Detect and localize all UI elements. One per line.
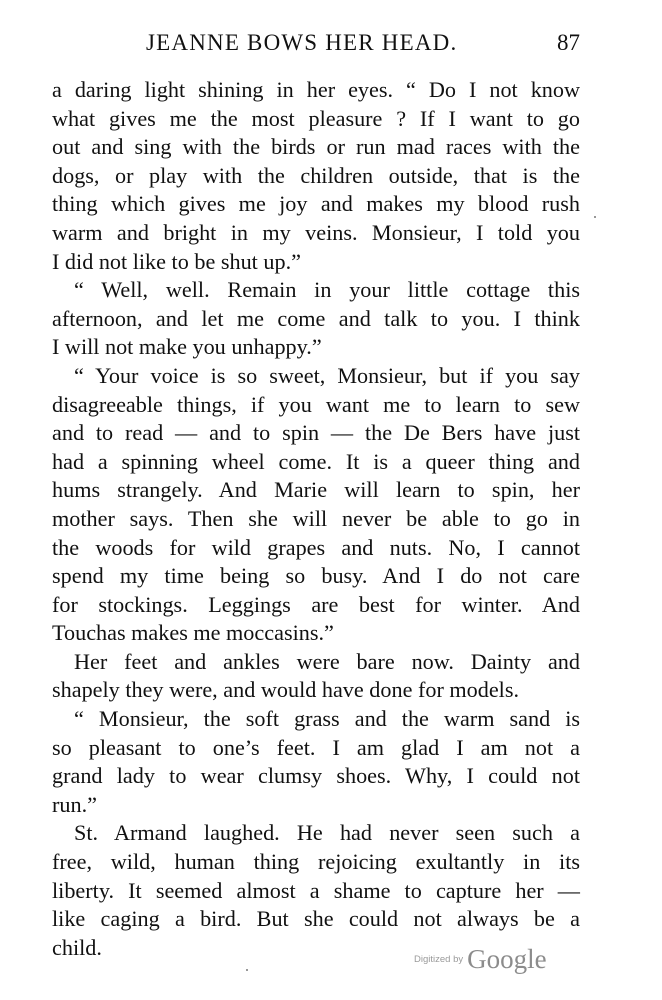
text-line: “ Monsieur, the soft grass and the warm sand is bbox=[74, 706, 580, 732]
text-line: child. bbox=[52, 934, 102, 960]
text-line: afternoon, and let me come and talk to you. I think bbox=[52, 305, 580, 331]
text-line: Touchas makes me moccasins.” bbox=[52, 620, 334, 646]
text-line: so pleasant to one’s feet. I am glad I am not a bbox=[52, 734, 580, 760]
text-line: St. Armand laughed. He had never seen such a bbox=[74, 820, 580, 846]
text-line: shapely they were, and would have done for models. bbox=[52, 677, 520, 703]
text-line: “ Well, well. Remain in your little cottage this bbox=[74, 277, 580, 303]
text-line: what gives me the most pleasure ? If I want to go bbox=[52, 105, 580, 131]
body-text bbox=[52, 76, 580, 962]
text-line: run.” bbox=[52, 791, 97, 817]
text-line: out and sing with the birds or run mad races with the bbox=[52, 134, 580, 160]
text-line: thing which gives me joy and makes my blood rush bbox=[52, 191, 580, 217]
page-number: 87 bbox=[557, 30, 580, 55]
scan-speck bbox=[246, 969, 248, 971]
text-line: “ Your voice is so sweet, Monsieur, but if you say bbox=[74, 362, 580, 388]
text-line: like caging a bird. But she could not always be a bbox=[52, 906, 580, 932]
scan-speck bbox=[594, 216, 596, 218]
text-line: warm and bright in my veins. Monsieur, I told you bbox=[52, 219, 580, 245]
running-title: JEANNE BOWS HER HEAD. bbox=[146, 30, 458, 55]
text-line: hums strangely. And Marie will learn to spin, her bbox=[52, 477, 580, 503]
digitized-by-google-watermark bbox=[414, 944, 547, 978]
text-line: a daring light shining in her eyes. “ Do I not know bbox=[52, 77, 580, 102]
text-line: spend my time being so busy. And I do not care bbox=[52, 563, 580, 589]
text-line: had a spinning wheel come. It is a queer thing and bbox=[52, 448, 580, 474]
page-header bbox=[0, 30, 662, 64]
text-line: Her feet and ankles were bare now. Dainty and bbox=[74, 648, 580, 674]
google-logo: Google bbox=[467, 944, 547, 974]
text-line: I did not like to be shut up.” bbox=[52, 248, 301, 274]
text-line: dogs, or play with the children outside, that is the bbox=[52, 162, 580, 188]
digitized-by-label: Digitized by bbox=[414, 954, 464, 965]
text-line: the woods for wild grapes and nuts. No, I cannot bbox=[52, 534, 580, 560]
text-line: free, wild, human thing rejoicing exultantly in its bbox=[52, 849, 580, 875]
text-line: for stockings. Leggings are best for winter. And bbox=[52, 591, 580, 617]
text-line: I will not make you unhappy.” bbox=[52, 334, 322, 360]
text-line: and to read — and to spin — the De Bers have just bbox=[52, 420, 580, 446]
text-line: liberty. It seemed almost a shame to capture her — bbox=[52, 877, 580, 903]
text-line: mother says. Then she will never be able to go in bbox=[52, 505, 580, 531]
text-line: disagreeable things, if you want me to learn to sew bbox=[52, 391, 580, 417]
text-line: grand lady to wear clumsy shoes. Why, I could not bbox=[52, 763, 580, 789]
